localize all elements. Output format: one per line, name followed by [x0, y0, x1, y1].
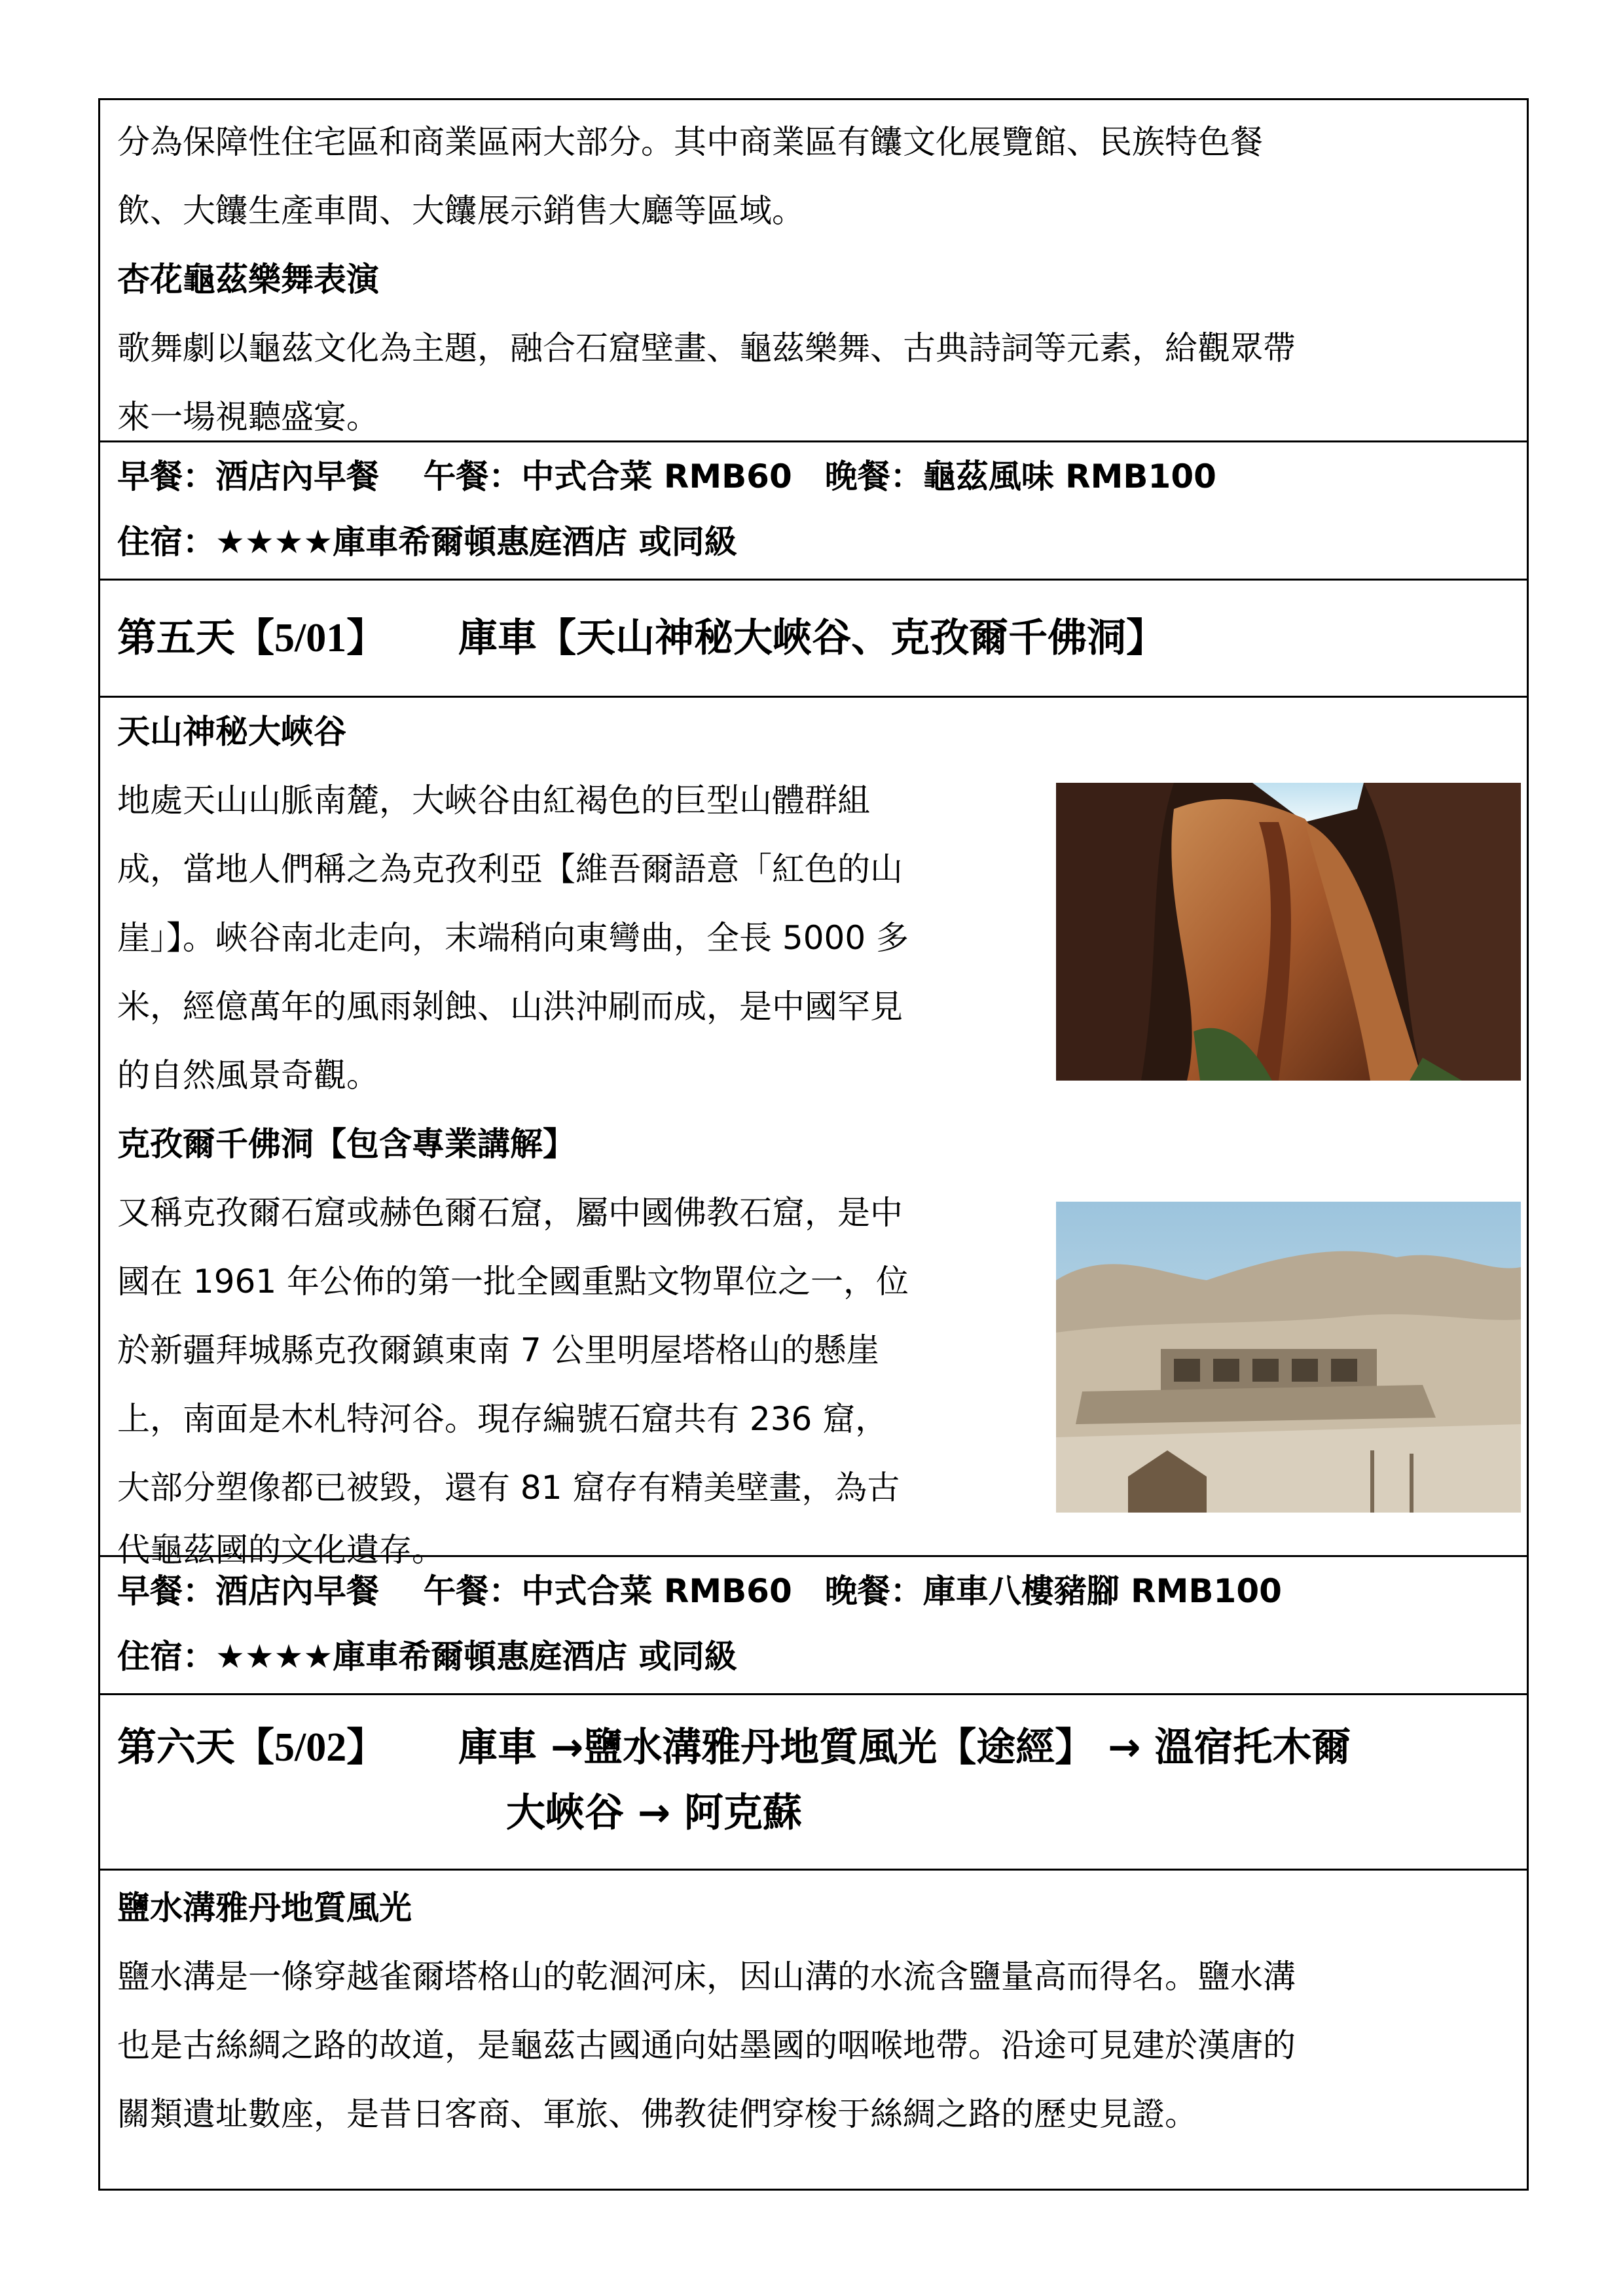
day5-date: 5/01	[274, 616, 347, 660]
day6-route-1: 庫車 →鹽水溝雅丹地質風光【途經】 → 溫宿托木爾	[458, 1725, 1351, 1770]
yardang-line-3: 關類遺址數座，是昔日客商、軍旅、佛教徒們穿梭于絲綢之路的歷史見證。	[117, 2095, 1197, 2133]
caves-line-4: 上，南面是木札特河谷。現存編號石窟共有 236 窟，	[117, 1400, 888, 1438]
canyon-heading: 天山神秘大峽谷	[117, 713, 346, 751]
yardang-section	[100, 1871, 1527, 2191]
canyon-line-5: 的自然風景奇觀。	[117, 1056, 379, 1094]
caves-line-1: 又稱克孜爾石窟或赫色爾石窟，屬中國佛教石窟，是中	[117, 1194, 903, 1232]
caves-heading: 克孜爾千佛洞【包含專業講解】	[117, 1125, 575, 1163]
day5-content	[100, 698, 1527, 1569]
meals-section-2	[100, 1557, 1527, 1693]
caves-line-6: 代龜茲國的文化遺存。	[117, 1531, 445, 1569]
yardang-line-2: 也是古絲綢之路的故道，是龜茲古國通向姑墨國的咽喉地帶。沿途可見建於漢唐的	[117, 2026, 1296, 2064]
day5-route: 庫車【天山神秘大峽谷、克孜爾千佛洞】	[458, 615, 1166, 661]
caves-line-5: 大部分塑像都已被毀，還有 81 窟存有精美壁畫，為古	[117, 1469, 900, 1507]
day5-bracket: 】	[346, 615, 386, 661]
day5-header	[100, 581, 1527, 696]
intro-section	[100, 100, 1527, 440]
day6-bracket: 】	[346, 1725, 386, 1770]
caves-line-2: 國在 1961 年公佈的第一批全國重點文物單位之一，位	[117, 1263, 909, 1300]
yardang-heading: 鹽水溝雅丹地質風光	[117, 1889, 412, 1927]
day5-title	[117, 605, 1165, 671]
hotel-line: 住宿：★★★★庫車希爾頓惠庭酒店 或同級	[117, 1638, 737, 1676]
canyon-line-2: 成，當地人們稱之為克孜利亞【維吾爾語意「紅色的山	[117, 850, 903, 888]
canyon-line-3: 崖」】。峽谷南北走向，末端稍向東彎曲，全長 5000 多	[117, 919, 909, 957]
meals-line: 早餐：酒店內早餐 午餐：中式合菜 RMB60 晚餐：龜茲風味 RMB100	[117, 457, 1216, 495]
meals-line: 早餐：酒店內早餐 午餐：中式合菜 RMB60 晚餐：庫車八樓豬腳 RMB100	[117, 1572, 1282, 1610]
day6-title	[117, 1715, 1351, 1780]
intro-line-2: 飲、大饢生產車間、大饢展示銷售大廳等區域。	[117, 192, 805, 230]
yardang-line-1: 鹽水溝是一條穿越雀爾塔格山的乾涸河床，因山溝的水流含鹽量高而得名。鹽水溝	[117, 1958, 1296, 1996]
caves-line-3: 於新疆拜城縣克孜爾鎮東南 7 公里明屋塔格山的懸崖	[117, 1331, 879, 1369]
meals-section-1	[100, 442, 1527, 579]
canyon-photo	[1056, 783, 1521, 1081]
hotel-line: 住宿：★★★★庫車希爾頓惠庭酒店 或同級	[117, 523, 737, 561]
itinerary-table	[98, 98, 1529, 2191]
canyon-line-4: 米，經億萬年的風雨剝蝕、山洪沖刷而成，是中國罕見	[117, 988, 903, 1026]
caves-photo	[1056, 1202, 1521, 1513]
canyon-line-1: 地處天山山脈南麓，大峽谷由紅褐色的巨型山體群組	[117, 781, 870, 819]
performance-line-2: 來一場視聽盛宴。	[117, 398, 379, 436]
day6-label: 第六天【	[117, 1725, 274, 1770]
day6-route-2: 大峽谷 → 阿克蘇	[506, 1790, 803, 1836]
day6-date: 5/02	[274, 1725, 347, 1770]
performance-heading: 杏花龜茲樂舞表演	[117, 260, 379, 298]
performance-line-1: 歌舞劇以龜茲文化為主題，融合石窟壁畫、龜茲樂舞、古典詩詞等元素，給觀眾帶	[117, 329, 1296, 367]
day6-header	[100, 1695, 1527, 1869]
intro-line-1: 分為保障性住宅區和商業區兩大部分。其中商業區有饢文化展覽館、民族特色餐	[117, 123, 1263, 161]
day5-label: 第五天【	[117, 615, 274, 661]
